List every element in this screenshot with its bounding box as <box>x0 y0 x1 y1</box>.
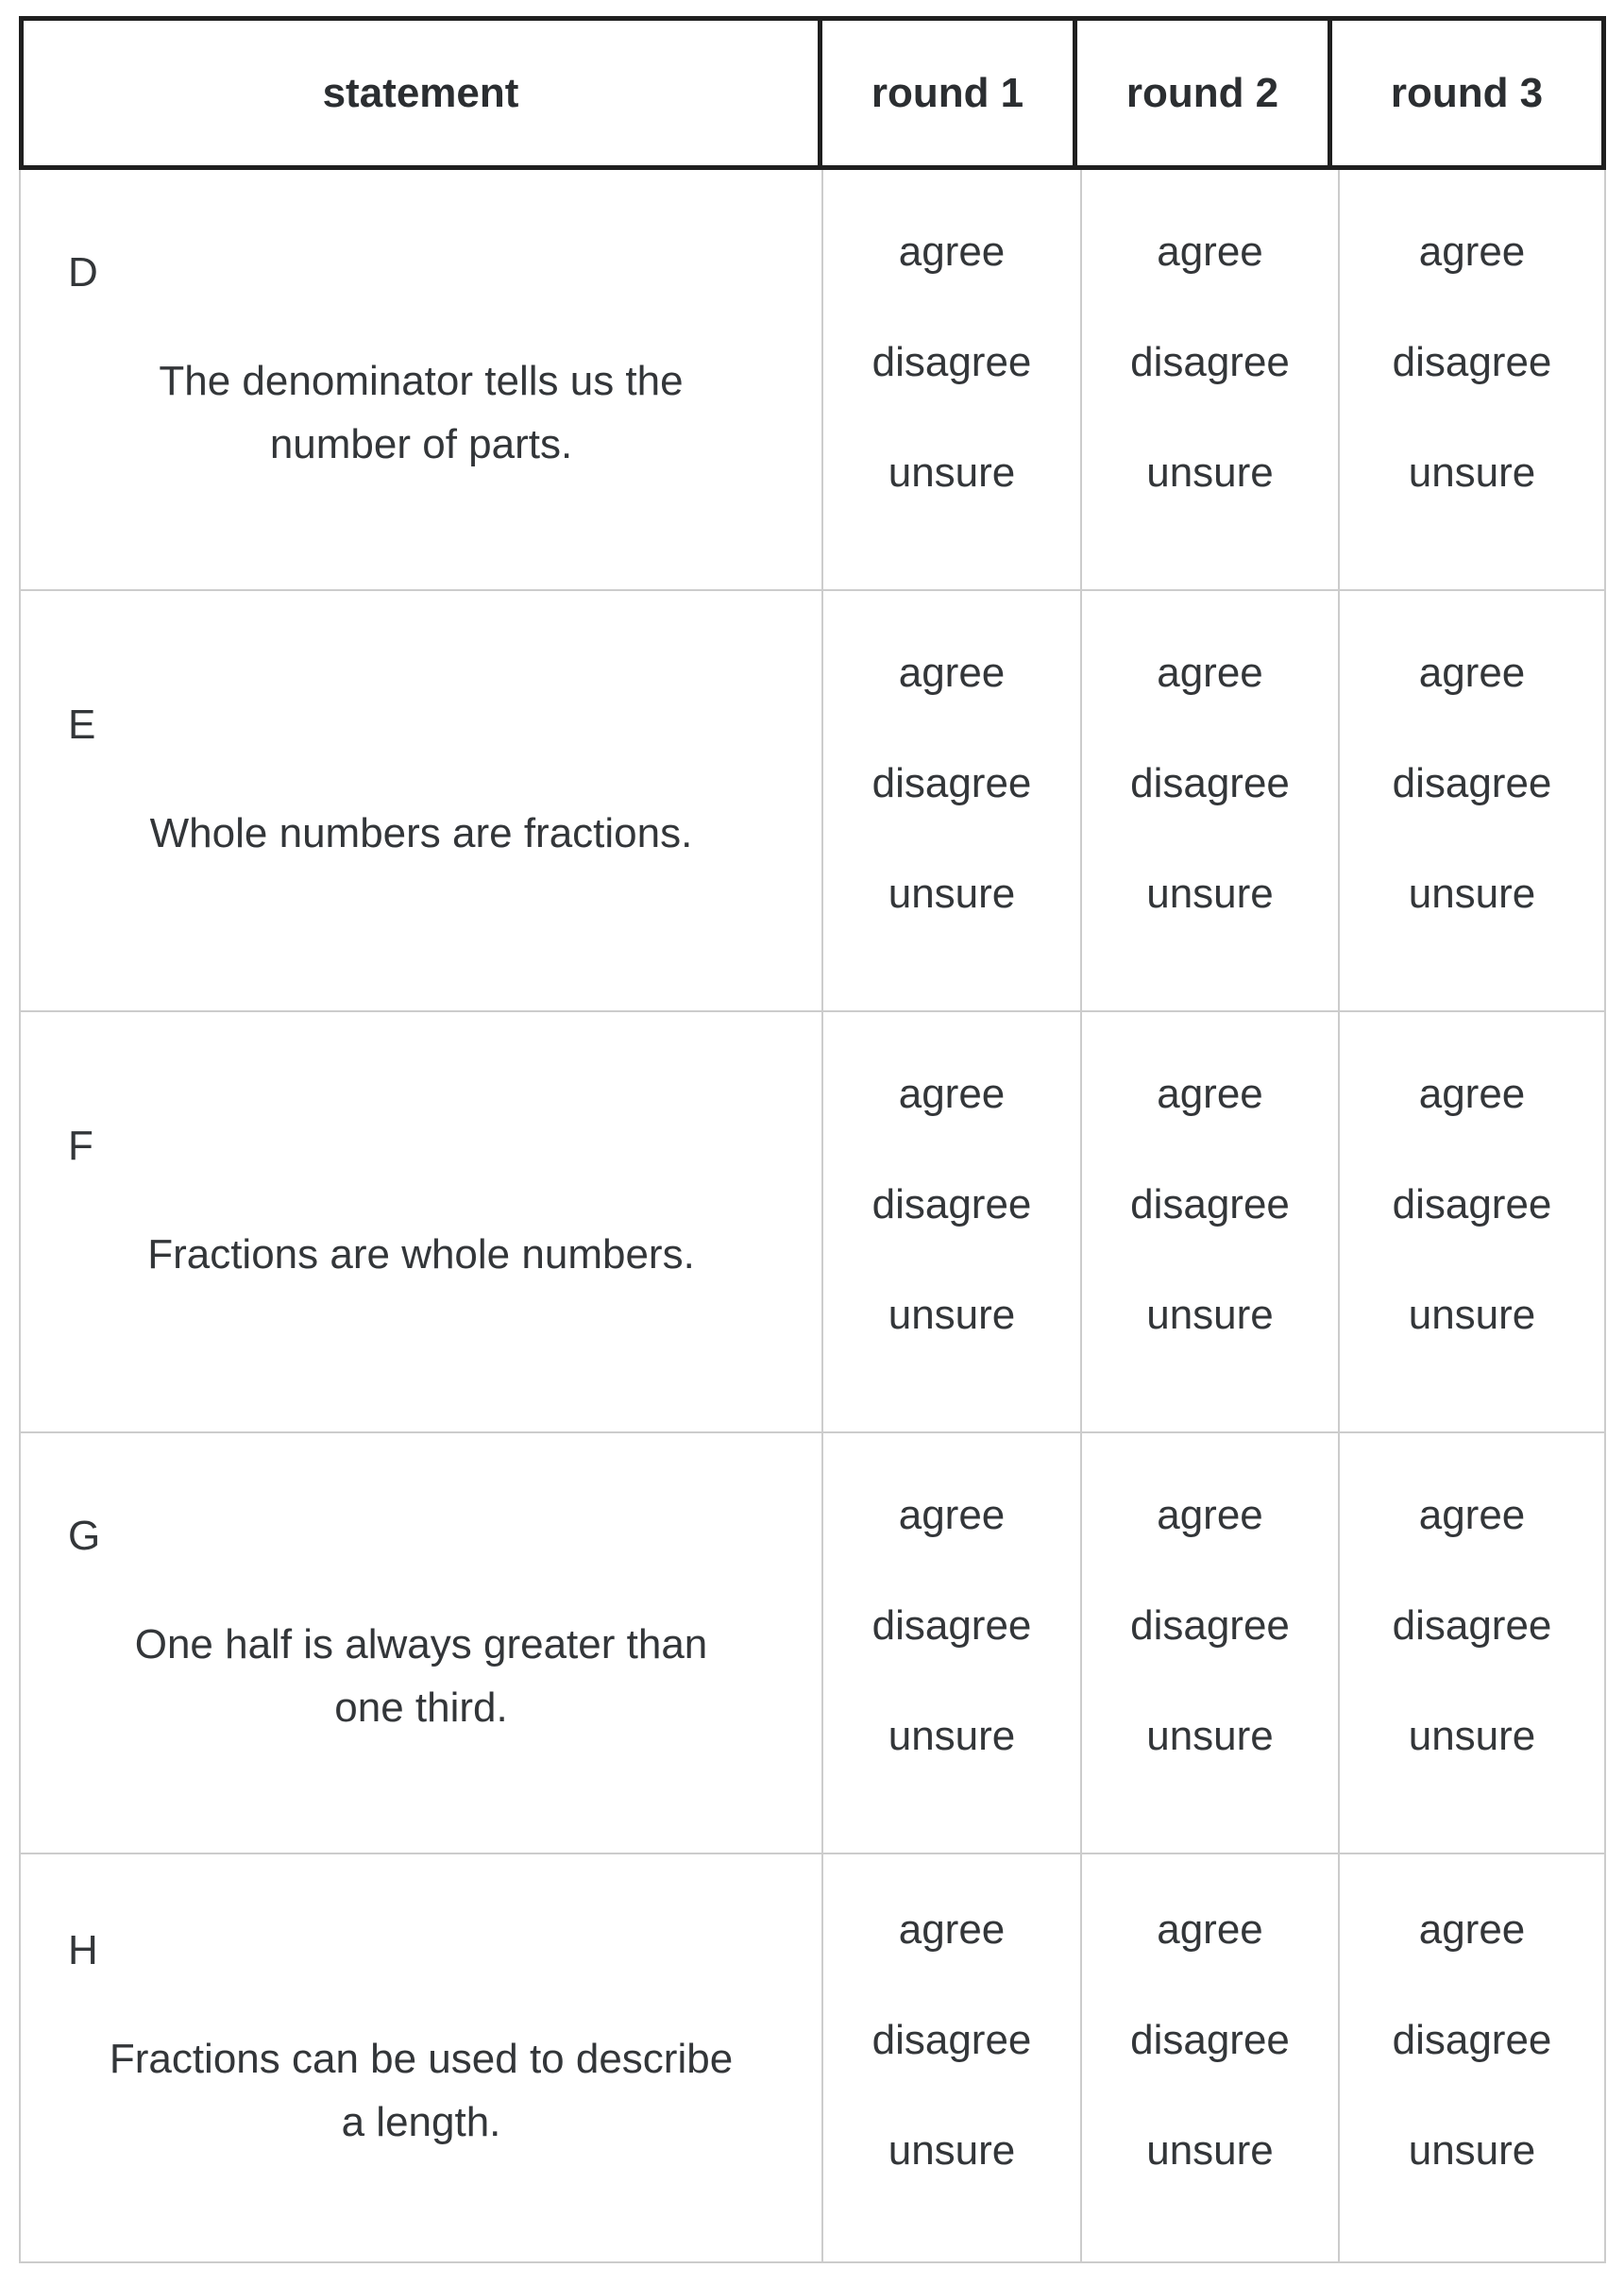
option-disagree[interactable]: disagree <box>871 1601 1032 1649</box>
round-1-cell <box>823 1854 1082 2261</box>
statement-text: The denominator tells us the number of parts. <box>159 357 684 467</box>
statement-label: H <box>68 1927 98 1973</box>
round-3-cell <box>1340 170 1604 589</box>
option-unsure[interactable]: unsure <box>1408 1291 1536 1338</box>
option-agree[interactable]: agree <box>1157 228 1263 275</box>
option-disagree[interactable]: disagree <box>1130 2017 1290 2063</box>
table-header-row <box>19 16 1606 170</box>
round-1-cell <box>823 170 1082 589</box>
statement-label: G <box>68 1512 101 1559</box>
table-row-d <box>21 170 1604 591</box>
statement-cell <box>21 591 823 1010</box>
option-unsure[interactable]: unsure <box>888 1712 1016 1759</box>
option-agree[interactable]: agree <box>1157 649 1263 696</box>
option-disagree[interactable]: disagree <box>1392 1180 1552 1227</box>
option-unsure[interactable]: unsure <box>1408 449 1536 496</box>
option-agree[interactable]: agree <box>1157 1906 1263 1953</box>
statement-text: Whole numbers are fractions. <box>149 810 693 856</box>
statement-cell <box>21 1433 823 1853</box>
statement-text: Fractions are whole numbers. <box>147 1231 695 1278</box>
round-3-cell <box>1340 1433 1604 1853</box>
option-unsure[interactable]: unsure <box>1146 449 1274 496</box>
option-agree[interactable]: agree <box>1418 228 1526 275</box>
option-unsure[interactable]: unsure <box>1408 1712 1536 1759</box>
option-agree[interactable]: agree <box>898 1906 1006 1953</box>
header-round-3: round 3 <box>1390 69 1544 116</box>
table-row-f <box>21 1012 1604 1433</box>
statement-label: D <box>68 248 98 296</box>
header-round-2: round 2 <box>1077 21 1332 165</box>
header-round-1: round 1 <box>822 21 1077 165</box>
statement-cell <box>21 1012 823 1431</box>
option-disagree[interactable]: disagree <box>1392 1601 1552 1649</box>
table-row-e <box>21 591 1604 1012</box>
table-row-h <box>21 1854 1604 2263</box>
option-unsure[interactable]: unsure <box>888 870 1016 917</box>
option-unsure[interactable]: unsure <box>1146 1291 1274 1338</box>
statement-cell <box>21 170 823 589</box>
round-1-cell <box>823 591 1082 1010</box>
round-1-cell <box>823 1012 1082 1431</box>
round-3-cell <box>1340 1012 1604 1431</box>
agree-disagree-table <box>19 16 1606 2263</box>
option-disagree[interactable]: disagree <box>1130 759 1290 806</box>
round-1-cell <box>823 1433 1082 1853</box>
option-unsure[interactable]: unsure <box>888 1291 1016 1338</box>
option-unsure[interactable]: unsure <box>1408 870 1536 917</box>
option-unsure[interactable]: unsure <box>1146 1712 1274 1759</box>
option-unsure[interactable]: unsure <box>888 2127 1016 2174</box>
option-agree[interactable]: agree <box>1157 1491 1263 1538</box>
option-unsure[interactable]: unsure <box>888 449 1016 496</box>
option-agree[interactable]: agree <box>1418 1906 1526 1953</box>
round-2-cell <box>1082 591 1340 1010</box>
option-disagree[interactable]: disagree <box>1130 338 1290 385</box>
statement-text: Fractions can be used to describe a length. <box>109 2036 734 2145</box>
table-row-g <box>21 1433 1604 1854</box>
statement-label: E <box>68 702 96 748</box>
option-agree[interactable]: agree <box>1418 1491 1526 1538</box>
option-agree[interactable]: agree <box>1418 1070 1526 1117</box>
header-statement: statement <box>24 21 822 165</box>
statement-text: One half is always greater than one third. <box>134 1620 708 1731</box>
option-agree[interactable]: agree <box>898 1491 1006 1538</box>
statement-label: F <box>68 1123 93 1169</box>
option-disagree[interactable]: disagree <box>871 338 1032 385</box>
option-unsure[interactable]: unsure <box>1146 2127 1274 2174</box>
option-agree[interactable]: agree <box>898 649 1006 696</box>
option-disagree[interactable]: disagree <box>1392 338 1552 385</box>
option-agree[interactable]: agree <box>1157 1070 1263 1117</box>
option-disagree[interactable]: disagree <box>871 2017 1032 2063</box>
round-2-cell <box>1082 1854 1340 2261</box>
option-unsure[interactable]: unsure <box>1408 2127 1536 2174</box>
option-disagree[interactable]: disagree <box>871 759 1032 806</box>
option-disagree[interactable]: disagree <box>1392 759 1552 806</box>
option-unsure[interactable]: unsure <box>1146 870 1274 917</box>
round-2-cell <box>1082 1012 1340 1431</box>
round-3-cell <box>1340 591 1604 1010</box>
option-disagree[interactable]: disagree <box>1130 1601 1290 1649</box>
statement-cell <box>21 1854 823 2261</box>
option-agree[interactable]: agree <box>898 1070 1006 1117</box>
option-disagree[interactable]: disagree <box>1392 2017 1552 2063</box>
round-3-cell <box>1340 1854 1604 2261</box>
option-agree[interactable]: agree <box>1418 649 1526 696</box>
option-disagree[interactable]: disagree <box>871 1180 1032 1227</box>
round-2-cell <box>1082 1433 1340 1853</box>
round-2-cell <box>1082 170 1340 589</box>
option-agree[interactable]: agree <box>898 228 1006 275</box>
option-disagree[interactable]: disagree <box>1130 1180 1290 1227</box>
table-body <box>19 170 1606 2263</box>
